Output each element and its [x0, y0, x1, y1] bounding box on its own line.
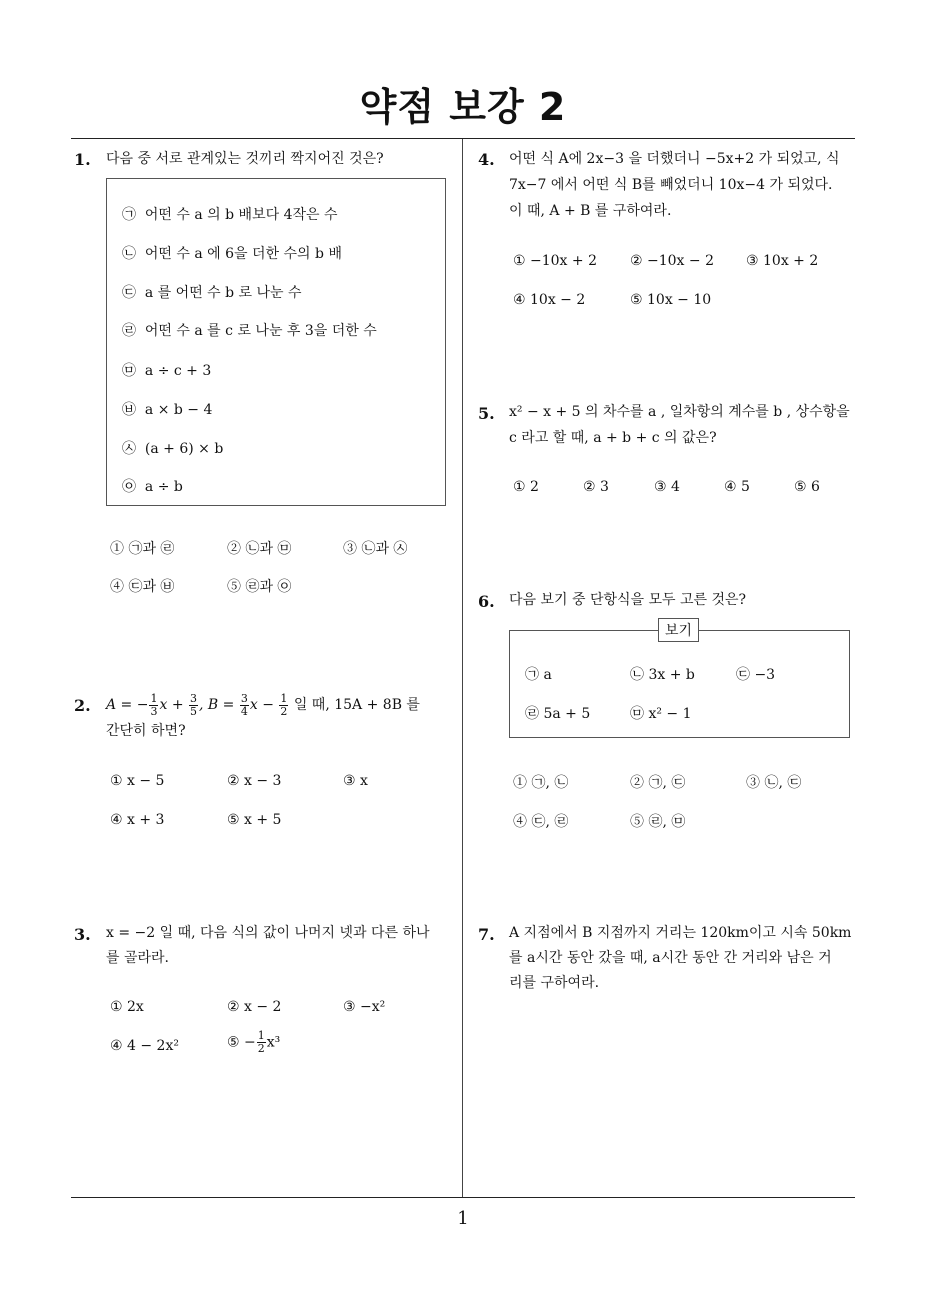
answer-option[interactable]: ① −10x + 2: [513, 253, 597, 269]
box-item: ㉢ −3: [736, 667, 776, 683]
answer-option[interactable]: ④ x + 3: [110, 812, 165, 828]
box-item: ㉡ 3x + b: [630, 667, 695, 683]
question-number: 6.: [478, 592, 495, 611]
bottom-rule: [71, 1197, 855, 1198]
answer-option[interactable]: ⑤ 6: [794, 479, 820, 495]
question-number: 5.: [478, 404, 495, 423]
box-item: ㉤ a ÷ c + 3: [122, 363, 212, 379]
answer-option[interactable]: ⑤ ㉣, ㉤: [630, 814, 686, 830]
page-number: 1: [457, 1208, 469, 1229]
question-text-line2: 를 골라라.: [106, 950, 169, 966]
question-number: 4.: [478, 150, 495, 169]
bogi-label: 보기: [658, 618, 699, 642]
question-text: A 지점에서 B 지점까지 거리는 120km이고 시속 50km: [509, 925, 852, 941]
answer-option[interactable]: ① x − 5: [110, 773, 165, 789]
box-item: ㉢ a 를 어떤 수 b 로 나눈 수: [122, 285, 302, 301]
question-text-line2: 7x−7 에서 어떤 식 B를 빼었더니 10x−4 가 되었다.: [509, 177, 833, 193]
question-text: A = − $\frac{1}{3}$ x + $\frac{3}{5}$ , B = $\frac{3}{4}$ x − $\frac{1}{2}$ 일 때, 15A + 8B 를: [106, 691, 420, 718]
question-text: 다음 중 서로 관계있는 것끼리 짝지어진 것은?: [106, 151, 384, 167]
answer-option[interactable]: ③ ㉡과 ㉦: [343, 541, 408, 557]
answer-option[interactable]: ⑤ 10x − 10: [630, 292, 712, 308]
answer-option[interactable]: ③ −x²: [343, 999, 386, 1015]
answer-option[interactable]: ② x − 3: [227, 773, 282, 789]
answer-option[interactable]: ① ㉠, ㉡: [513, 775, 569, 791]
box-item: ㉧ a ÷ b: [122, 479, 183, 495]
answer-option[interactable]: ② −10x − 2: [630, 253, 714, 269]
question-text-line2: c 라고 할 때, a + b + c 의 값은?: [509, 430, 717, 446]
answer-option[interactable]: ② x − 2: [227, 999, 282, 1015]
answer-option[interactable]: ④ 5: [724, 479, 750, 495]
answer-option[interactable]: ④ 4 − 2x²: [110, 1038, 179, 1054]
answer-option[interactable]: ① 2x: [110, 999, 144, 1015]
box-item: ㉠ a: [525, 667, 552, 683]
box-item: ㉡ 어떤 수 a 에 6을 더한 수의 b 배: [122, 246, 342, 262]
answer-option[interactable]: ② 3: [583, 479, 609, 495]
answer-option[interactable]: ① 2: [513, 479, 539, 495]
answer-option[interactable]: ⑤ x + 5: [227, 812, 282, 828]
answer-option[interactable]: ④ ㉢, ㉣: [513, 814, 569, 830]
question-text-line3: 이 때, A + B 를 구하여라.: [509, 203, 672, 219]
column-divider: [462, 139, 463, 1197]
question-text-line2: 를 a시간 동안 갔을 때, a시간 동안 간 거리와 남은 거: [509, 950, 832, 966]
box-item: ㉣ 어떤 수 a 를 c 로 나눈 후 3을 더한 수: [122, 323, 377, 339]
answer-option[interactable]: ③ 4: [654, 479, 680, 495]
answer-option[interactable]: ③ x: [343, 773, 368, 789]
box-item: ㉠ 어떤 수 a 의 b 배보다 4작은 수: [122, 207, 338, 223]
answer-option[interactable]: ③ 10x + 2: [746, 253, 819, 269]
question-text-line3: 리를 구하여라.: [509, 975, 600, 991]
question-number: 3.: [74, 925, 91, 944]
question-number: 7.: [478, 925, 495, 944]
question-text: 어떤 식 A에 2x−3 을 더했더니 −5x+2 가 되었고, 식: [509, 151, 840, 167]
answer-option[interactable]: ④ 10x − 2: [513, 292, 586, 308]
answer-option[interactable]: ④ ㉢과 ㉥: [110, 579, 175, 595]
box-item: ㉥ a × b − 4: [122, 402, 213, 418]
answer-option[interactable]: ① ㉠과 ㉣: [110, 541, 175, 557]
box-item: ㉦ (a + 6) × b: [122, 441, 224, 457]
answer-option[interactable]: ② ㉡과 ㉤: [227, 541, 292, 557]
answer-option[interactable]: ⑤ ㉣과 ㉧: [227, 579, 292, 595]
answer-option[interactable]: ② ㉠, ㉢: [630, 775, 686, 791]
question-number: 2.: [74, 696, 91, 715]
box-item: ㉣ 5a + 5: [525, 706, 591, 722]
page-title: 약점 보강 2: [359, 85, 567, 129]
answer-option[interactable]: ③ ㉡, ㉢: [746, 775, 802, 791]
answer-option[interactable]: ⑤ − $\frac{1}{2}$ x³: [227, 1029, 281, 1055]
question-number: 1.: [74, 150, 91, 169]
question-text: 다음 보기 중 단항식을 모두 고른 것은?: [509, 592, 747, 608]
question-text: x² − x + 5 의 차수를 a , 일차항의 계수를 b , 상수항을: [509, 404, 850, 420]
box-item: ㉤ x² − 1: [630, 706, 692, 722]
question-text-line2: 간단히 하면?: [106, 723, 186, 739]
question-text: x = −2 일 때, 다음 식의 값이 나머지 넷과 다른 하나: [106, 925, 430, 941]
top-rule: [71, 138, 855, 139]
